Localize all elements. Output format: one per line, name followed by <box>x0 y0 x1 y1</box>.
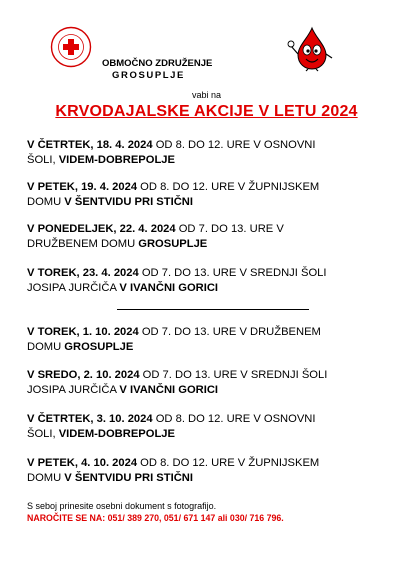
event-date: V SREDO, 2. 10. 2024 <box>27 369 140 381</box>
booking-phone-numbers: NAROČITE SE NA: 051/ 389 270, 051/ 671 147 ali 030/ 716 796. <box>27 513 284 523</box>
event-item <box>27 180 397 209</box>
event-date: V ČETRTEK, 3. 10. 2024 <box>27 413 153 425</box>
blood-drop-mascot-icon <box>286 24 336 72</box>
event-date: V ČETRTEK, 18. 4. 2024 <box>27 139 153 151</box>
event-place: ŠOLI, <box>27 427 59 440</box>
event-time: OD 8. DO 12. URE V ŽUPNIJSKEM <box>137 181 320 193</box>
event-date: V TOREK, 23. 4. 2024 <box>27 267 139 279</box>
event-location: V ŠENTVIDU PRI STIČNI <box>64 471 193 484</box>
event-item <box>27 412 397 441</box>
org-line-2: GROSUPLJE <box>112 70 185 81</box>
event-place: ŠOLI, <box>27 153 59 166</box>
event-time: OD 7. DO 13. URE V DRUŽBENEM <box>138 326 321 338</box>
event-time: OD 8. DO 12. URE V OSNOVNI <box>152 413 316 425</box>
event-item <box>27 325 397 354</box>
event-place: JOSIPA JURČIČA <box>27 281 120 294</box>
event-place: DOMU <box>27 340 65 353</box>
event-time: OD 7. DO 13. URE V SREDNJI ŠOLI <box>138 267 327 279</box>
event-place: JOSIPA JURČIČA <box>27 383 120 396</box>
event-date: V PETEK, 4. 10. 2024 <box>27 457 138 469</box>
event-item <box>27 138 397 167</box>
event-location: VIDEM-DOBREPOLJE <box>58 153 175 166</box>
event-date: V PONEDELJEK, 22. 4. 2024 <box>27 223 176 235</box>
event-location: V IVANČNI GORICI <box>119 281 219 294</box>
event-time: OD 8. DO 12. URE V ŽUPNIJSKEM <box>137 457 320 469</box>
event-time: OD 8. DO 12. URE V OSNOVNI <box>152 139 316 151</box>
id-document-note: S seboj prinesite osebni dokument s fotografijo. <box>27 501 217 511</box>
event-location: GROSUPLJE <box>138 237 208 250</box>
page-title: KRVODAJALSKE AKCIJE V LETU 2024 <box>55 103 358 120</box>
event-location: VIDEM-DOBREPOLJE <box>58 427 175 440</box>
org-line-1: OBMOČNO ZDRUŽENJE <box>102 58 213 69</box>
event-location: V IVANČNI GORICI <box>119 383 219 396</box>
event-date: V PETEK, 19. 4. 2024 <box>27 181 138 193</box>
event-place: DOMU <box>27 471 65 484</box>
event-item <box>27 266 397 295</box>
event-date: V TOREK, 1. 10. 2024 <box>27 326 139 338</box>
divider-line <box>117 309 309 310</box>
event-time: OD 7. DO 13. URE V <box>175 223 284 235</box>
event-item <box>27 222 397 251</box>
event-item <box>27 456 397 485</box>
event-place: DOMU <box>27 195 65 208</box>
organization-name <box>102 58 212 82</box>
invite-text: vabi na <box>191 90 222 100</box>
red-cross-logo <box>50 26 92 68</box>
event-location: V ŠENTVIDU PRI STIČNI <box>64 195 193 208</box>
event-place: DRUŽBENEM DOMU <box>27 237 139 250</box>
event-location: GROSUPLJE <box>64 340 134 353</box>
event-item <box>27 368 397 397</box>
event-time: OD 7. DO 13. URE V SREDNJI ŠOLI <box>139 369 328 381</box>
